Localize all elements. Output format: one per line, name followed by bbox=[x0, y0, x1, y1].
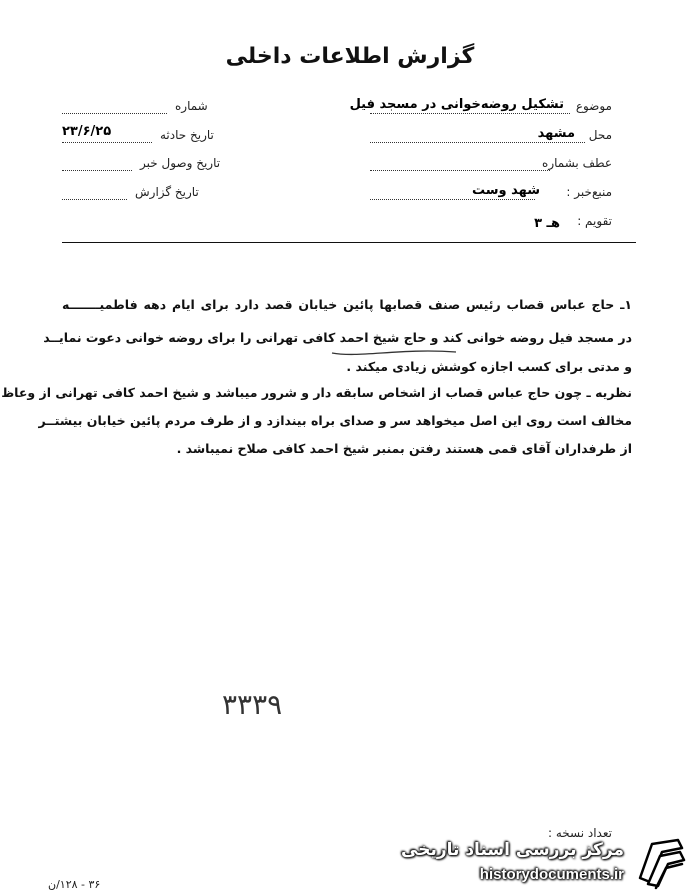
received-date-dotted-line bbox=[62, 170, 132, 171]
location-dotted-line bbox=[370, 142, 585, 143]
body-line: در مسجد فیل روضه خوانی کند و حاج شیخ احمد کافی تهرانی را برای روضه خوانی دعوت نمایــد bbox=[43, 330, 632, 345]
header-divider bbox=[62, 242, 636, 243]
body-line: مخالف است روی این اصل میخواهد سر و صدای براه بیندازد و از طرف مردم پائین خیابان بیشتــر bbox=[38, 413, 632, 428]
source-value: شهد وست bbox=[471, 183, 540, 198]
document-scroll-icon bbox=[632, 834, 688, 890]
subject-dotted-line bbox=[370, 113, 570, 114]
source-label: منبع‌خبر : bbox=[566, 185, 612, 199]
assessment-label: تقویم : bbox=[577, 214, 612, 228]
incident-date-value: ۲۳/۶/۲۵ bbox=[62, 124, 112, 139]
assessment-value: هـ ۳ bbox=[534, 216, 560, 231]
handwritten-underline bbox=[330, 344, 460, 360]
subject-label: موضوع bbox=[575, 99, 612, 113]
report-date-dotted-line bbox=[62, 199, 127, 200]
source-dotted-line bbox=[370, 199, 535, 200]
body-line: و مدتی برای کسب اجازه کوشش زیادی میکند . bbox=[346, 359, 632, 374]
document-title: گزارش اطلاعات داخلی bbox=[225, 44, 475, 69]
number-dotted-line bbox=[62, 113, 167, 114]
form-code: ۳۶ - ۱۲۸/ن bbox=[48, 878, 101, 891]
reference-label: عطف بشماره bbox=[542, 156, 612, 170]
location-label: محل bbox=[588, 128, 612, 142]
handwritten-archive-number: ۳۳۳۹ bbox=[222, 688, 283, 721]
reference-dotted-line bbox=[370, 170, 550, 171]
received-date-label: تاریخ وصول خبر bbox=[140, 156, 221, 170]
copies-label: تعداد نسخه : bbox=[547, 826, 612, 840]
body-line: ۱ـ حاج عباس قصاب رئیس صنف قصابها پائین خیابان قصد دارد برای ایام دهه فاطمیـــــــه bbox=[62, 297, 632, 312]
report-date-label: تاریخ گزارش bbox=[135, 185, 199, 199]
subject-value: تشکیل روضه‌خوانی در مسجد فیل bbox=[349, 97, 564, 112]
incident-date-dotted-line bbox=[62, 142, 152, 143]
watermark-org-name: مرکز بررسی اسناد تاریخی bbox=[401, 840, 624, 860]
number-label: شماره bbox=[175, 99, 208, 113]
watermark-url: historydocuments.ir bbox=[479, 866, 624, 883]
body-line: نظریه ـ چون حاج عباس قصاب از اشخاص سابقه دار و شرور میباشد و شیخ احمد کافی تهرانی از وعاظ bbox=[1, 385, 632, 400]
body-line: از طرفداران آقای قمی هستند رفتن بمنبر شیخ احمد کافی صلاح نمیباشد . bbox=[176, 441, 632, 456]
incident-date-label: تاریخ حادثه bbox=[160, 128, 214, 142]
location-value: مشهد bbox=[537, 126, 575, 141]
